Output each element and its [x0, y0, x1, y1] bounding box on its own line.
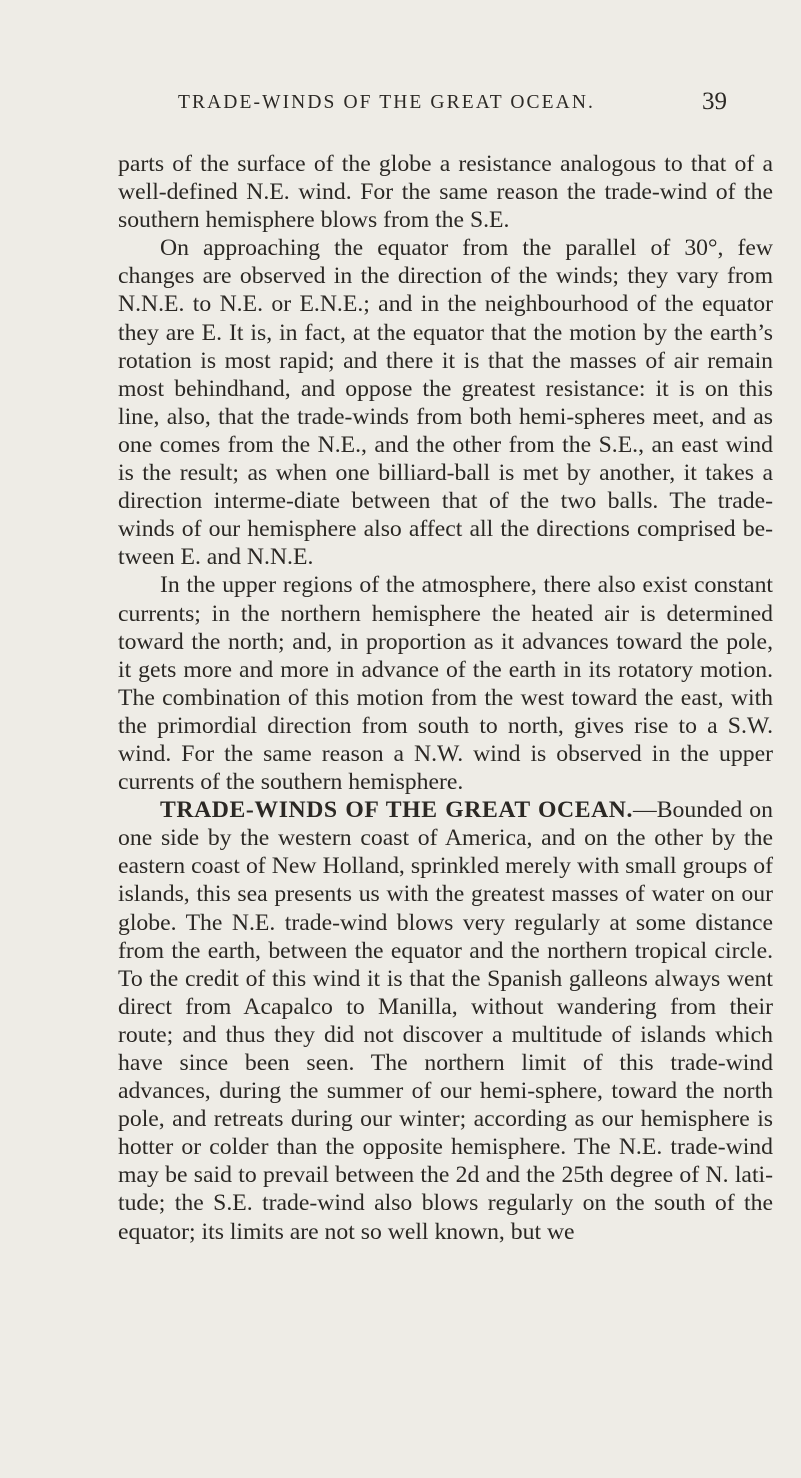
paragraph-1: [118, 150, 773, 234]
paragraph-1-text: parts of the surface of the globe a resistance analogous to that of a well-defined N.E. wind. For the same reason the trade-wind of the southern hemisphere blows from the S.E.: [118, 151, 773, 234]
page-number: 39: [702, 88, 727, 115]
paragraph-2-text: On approaching the equator from the parallel of 30°, few changes are observed in the direction of the winds; they vary from N.N.E. to N.E. or E.N.E.; and in the neighbourhood of the equator they are E. It is, in fact, at the equator that the motion by the earth’s rotation is most rapid; and there it is that the masses of air remain most behindhand, and oppose the greatest resistance: it is on this line, also, that the trade-winds from both hemi-spheres meet, and as one comes from the N.E., and the other from the S.E., an east wind is the result; as when one billiard-ball is met by another, it takes a direction interme-diate between that of the two balls. The trade-winds of our hemisphere also affect all the directions comprised be-tween E. and N.N.E.: [118, 235, 773, 571]
paragraph-2: [118, 234, 773, 571]
paragraph-3: [118, 571, 773, 796]
page-header: [0, 88, 801, 126]
paragraph-4-text: —Bounded on one side by the western coast of America, and on the other by the eastern coast of New Holland, sprinkled merely with small groups of islands, this sea presents us with the greatest masses of water on our globe. The N.E. trade-wind blows very regularly at some distance from the earth, between the equator and the northern tropical circle. To the credit of this wind it is that the Spanish galleons always went direct from Acapalco to Manilla, without wandering from their route; and thus they did not discover a multitude of islands which have since been seen. The northern limit of this trade-wind advances, during the summer of our hemi-sphere, toward the north pole, and retreats during our winter; according as our hemisphere is hotter or colder than the opposite hemisphere. The N.E. trade-wind may be said to prevail between the 2d and the 25th degree of N. lati-tude; the S.E. trade-wind also blows regularly on the south of the equator; its limits are not so well known, but we: [118, 797, 773, 1245]
paragraph-4: [118, 796, 773, 1246]
running-title: TRADE-WINDS OF THE GREAT OCEAN.: [178, 92, 595, 113]
page-body: [118, 150, 773, 1246]
section-heading: TRADE-WINDS OF THE GREAT OCEAN.: [160, 797, 634, 824]
paragraph-3-text: In the upper regions of the atmosphere, there also exist constant currents; in the northern hemisphere the heated air is determined toward the north; and, in proportion as it advances toward the pole, it gets more and more in advance of the earth in its rotatory motion. The combination of this motion from the west toward the east, with the primordial direction from south to north, gives rise to a S.W. wind. For the same reason a N.W. wind is observed in the upper currents of the southern hemisphere.: [118, 572, 773, 796]
